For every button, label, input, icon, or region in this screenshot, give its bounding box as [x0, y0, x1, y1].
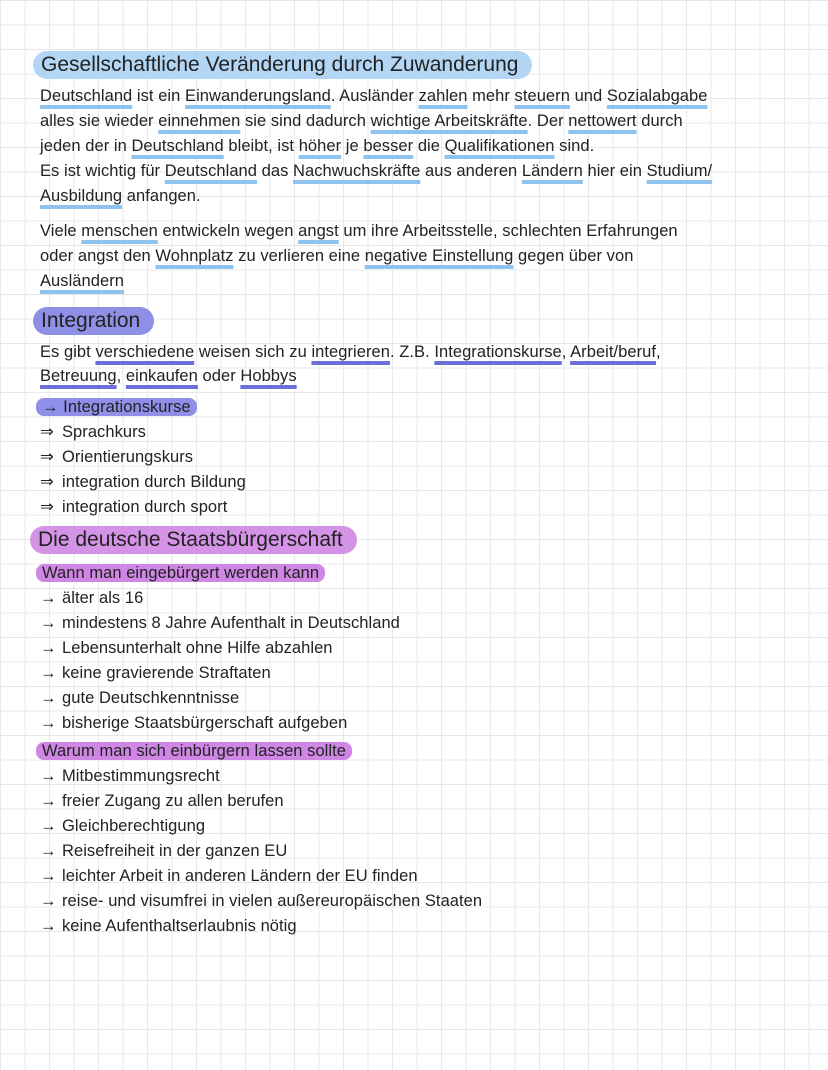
underlined-word: besser: [363, 137, 414, 155]
text: die: [413, 137, 445, 155]
list-item-text: Sprachkurs: [62, 423, 146, 441]
marker-highlight: Warum man sich einbürgern lassen sollte: [36, 742, 352, 760]
arrow-right-icon: →: [40, 817, 57, 835]
underlined-word: verschiedene: [95, 343, 195, 361]
paragraph-line: [40, 340, 661, 364]
underlined-word: Sozialabgabe: [606, 87, 708, 105]
list-item: [40, 661, 271, 685]
text: oder: [197, 367, 241, 385]
section-title-integration: Integration: [33, 307, 154, 335]
section-title-staatsbuergerschaft: Die deutsche Staatsbürgerschaft: [30, 526, 357, 554]
underlined-word: einnehmen: [158, 112, 241, 130]
paragraph-line: [40, 219, 678, 243]
arrow-right-icon: →: [40, 614, 57, 632]
text: ist ein: [132, 87, 186, 105]
list-item: [40, 764, 220, 788]
text: oder angst den: [40, 247, 156, 265]
text: jeden der in: [40, 137, 132, 155]
text: ,: [561, 343, 571, 361]
text: je: [341, 137, 364, 155]
text: Es gibt: [40, 343, 96, 361]
arrow-right-icon: →: [40, 842, 57, 860]
paragraph-line: [40, 269, 124, 293]
text: und: [569, 87, 607, 105]
list-item-text: mindestens 8 Jahre Aufenthalt in Deutschland: [62, 614, 400, 632]
text: zu verlieren eine: [233, 247, 365, 265]
arrow-right-icon: →: [40, 639, 57, 657]
list-item-text: keine gravierende Straftaten: [62, 664, 271, 682]
text: . Der: [527, 112, 569, 130]
text: aus anderen: [420, 162, 522, 180]
list-item-text: integration durch sport: [62, 498, 228, 516]
text: das: [257, 162, 294, 180]
double-arrow-icon: ⇒: [40, 448, 54, 466]
list-item: [40, 711, 347, 735]
arrow-right-icon: →: [40, 867, 57, 885]
underlined-word: Deutschland: [164, 162, 258, 180]
list-item: [40, 586, 143, 610]
arrow-right-icon: →: [40, 589, 57, 607]
underlined-word: negative Einstellung: [364, 247, 514, 265]
arrow-right-icon: →: [40, 792, 57, 810]
underlined-word: Betreuung: [40, 367, 117, 385]
list-item: [40, 445, 193, 469]
text: ,: [116, 367, 126, 385]
list-item: [40, 686, 239, 710]
list-item-text: Reisefreiheit in der ganzen EU: [62, 842, 288, 860]
list-item-text: bisherige Staatsbürgerschaft aufgeben: [62, 714, 348, 732]
underlined-word: integrieren: [311, 343, 390, 361]
underlined-word: Ländern: [521, 162, 583, 180]
underlined-word: Wohnplatz: [155, 247, 234, 265]
underlined-word: höher: [298, 137, 342, 155]
arrow-right-icon: →: [40, 892, 57, 910]
underlined-word: zahlen: [418, 87, 468, 105]
list-item-text: älter als 16: [62, 589, 144, 607]
list-item-text: Gleichberechtigung: [62, 817, 206, 835]
underlined-word: Deutschland: [131, 137, 224, 155]
arrow-right-icon: →: [40, 689, 57, 707]
underlined-word: menschen: [81, 222, 158, 240]
list-item-text: Orientierungskurs: [62, 448, 194, 466]
underlined-word: Hobbys: [240, 367, 297, 385]
underlined-word: einkaufen: [125, 367, 198, 385]
text: Es ist wichtig für: [40, 162, 165, 180]
list-item-text: Lebensunterhalt ohne Hilfe abzahlen: [62, 639, 333, 657]
text: mehr: [467, 87, 515, 105]
underlined-word: Integrationskurse: [434, 343, 562, 361]
list-item-text: gute Deutschkenntnisse: [62, 689, 240, 707]
double-arrow-icon: ⇒: [40, 423, 54, 441]
text: anfangen.: [122, 187, 201, 205]
text: durch: [636, 112, 683, 130]
arrow-right-icon: →: [40, 664, 57, 682]
paragraph-line: [40, 134, 594, 158]
list-item: [40, 839, 287, 863]
underlined-word: angst: [298, 222, 339, 240]
text: . Z.B.: [389, 343, 435, 361]
underlined-word: wichtige Arbeitskräfte: [370, 112, 528, 130]
marker-highlight: → Integrationskurse: [36, 398, 197, 416]
section-title-zuwanderung: Gesellschaftliche Veränderung durch Zuwanderung: [33, 51, 532, 79]
underlined-word: Nachwuchskräfte: [293, 162, 421, 180]
list-item: [40, 789, 284, 813]
highlighted-line: [40, 561, 325, 585]
paragraph-line: [40, 364, 297, 388]
list-item-text: Mitbestimmungsrecht: [62, 767, 220, 785]
list-item: [40, 611, 400, 635]
text: alles sie wieder: [40, 112, 159, 130]
underlined-word: steuern: [514, 87, 570, 105]
list-item: [40, 914, 297, 938]
list-item: [40, 470, 246, 494]
list-item: [40, 889, 482, 913]
list-item: [40, 420, 146, 444]
text: sind.: [554, 137, 595, 155]
text: um ihre Arbeitsstelle, schlechten Erfahrungen: [338, 222, 678, 240]
underlined-word: Qualifikationen: [444, 137, 555, 155]
underlined-word: Arbeit/beruf: [570, 343, 657, 361]
marker-highlight: Wann man eingebürgert werden kann: [36, 564, 325, 582]
list-item-text: reise- und visumfrei in vielen außereuropäischen Staaten: [62, 892, 483, 910]
highlighted-line: [40, 739, 352, 763]
paragraph-line: [40, 184, 201, 208]
paragraph-line: [40, 109, 683, 133]
double-arrow-icon: ⇒: [40, 473, 54, 491]
list-item-text: integration durch Bildung: [62, 473, 246, 491]
paragraph-line: [40, 159, 712, 183]
highlighted-line: [40, 395, 197, 419]
text: ,: [656, 343, 661, 361]
underlined-word: nettowert: [568, 112, 637, 130]
list-item: [40, 814, 205, 838]
paragraph-line: [40, 244, 633, 268]
arrow-right-icon: →: [40, 767, 57, 785]
double-arrow-icon: ⇒: [40, 498, 54, 516]
text: weisen sich zu: [194, 343, 312, 361]
text: bleibt, ist: [223, 137, 299, 155]
list-item-text: freier Zugang zu allen berufen: [62, 792, 284, 810]
text: sie sind dadurch: [240, 112, 371, 130]
list-item-text: keine Aufenthaltserlaubnis nötig: [62, 917, 297, 935]
underlined-word: Einwanderungsland: [185, 87, 331, 105]
text: Viele: [40, 222, 82, 240]
text: hier ein: [582, 162, 647, 180]
arrow-right-icon: →: [40, 917, 57, 935]
underlined-word: Studium/: [646, 162, 713, 180]
list-item: [40, 636, 333, 660]
list-item: [40, 864, 418, 888]
paragraph-line: [40, 84, 708, 108]
list-item-text: leichter Arbeit in anderen Ländern der EU finden: [62, 867, 418, 885]
underlined-word: Ausbildung: [40, 187, 123, 205]
text: gegen über von: [513, 247, 634, 265]
underlined-word: Deutschland: [40, 87, 133, 105]
underlined-word: Ausländern: [40, 272, 124, 290]
arrow-right-icon: →: [40, 714, 57, 732]
list-item: [40, 495, 227, 519]
text: entwickeln wegen: [157, 222, 299, 240]
text: . Ausländer: [330, 87, 419, 105]
